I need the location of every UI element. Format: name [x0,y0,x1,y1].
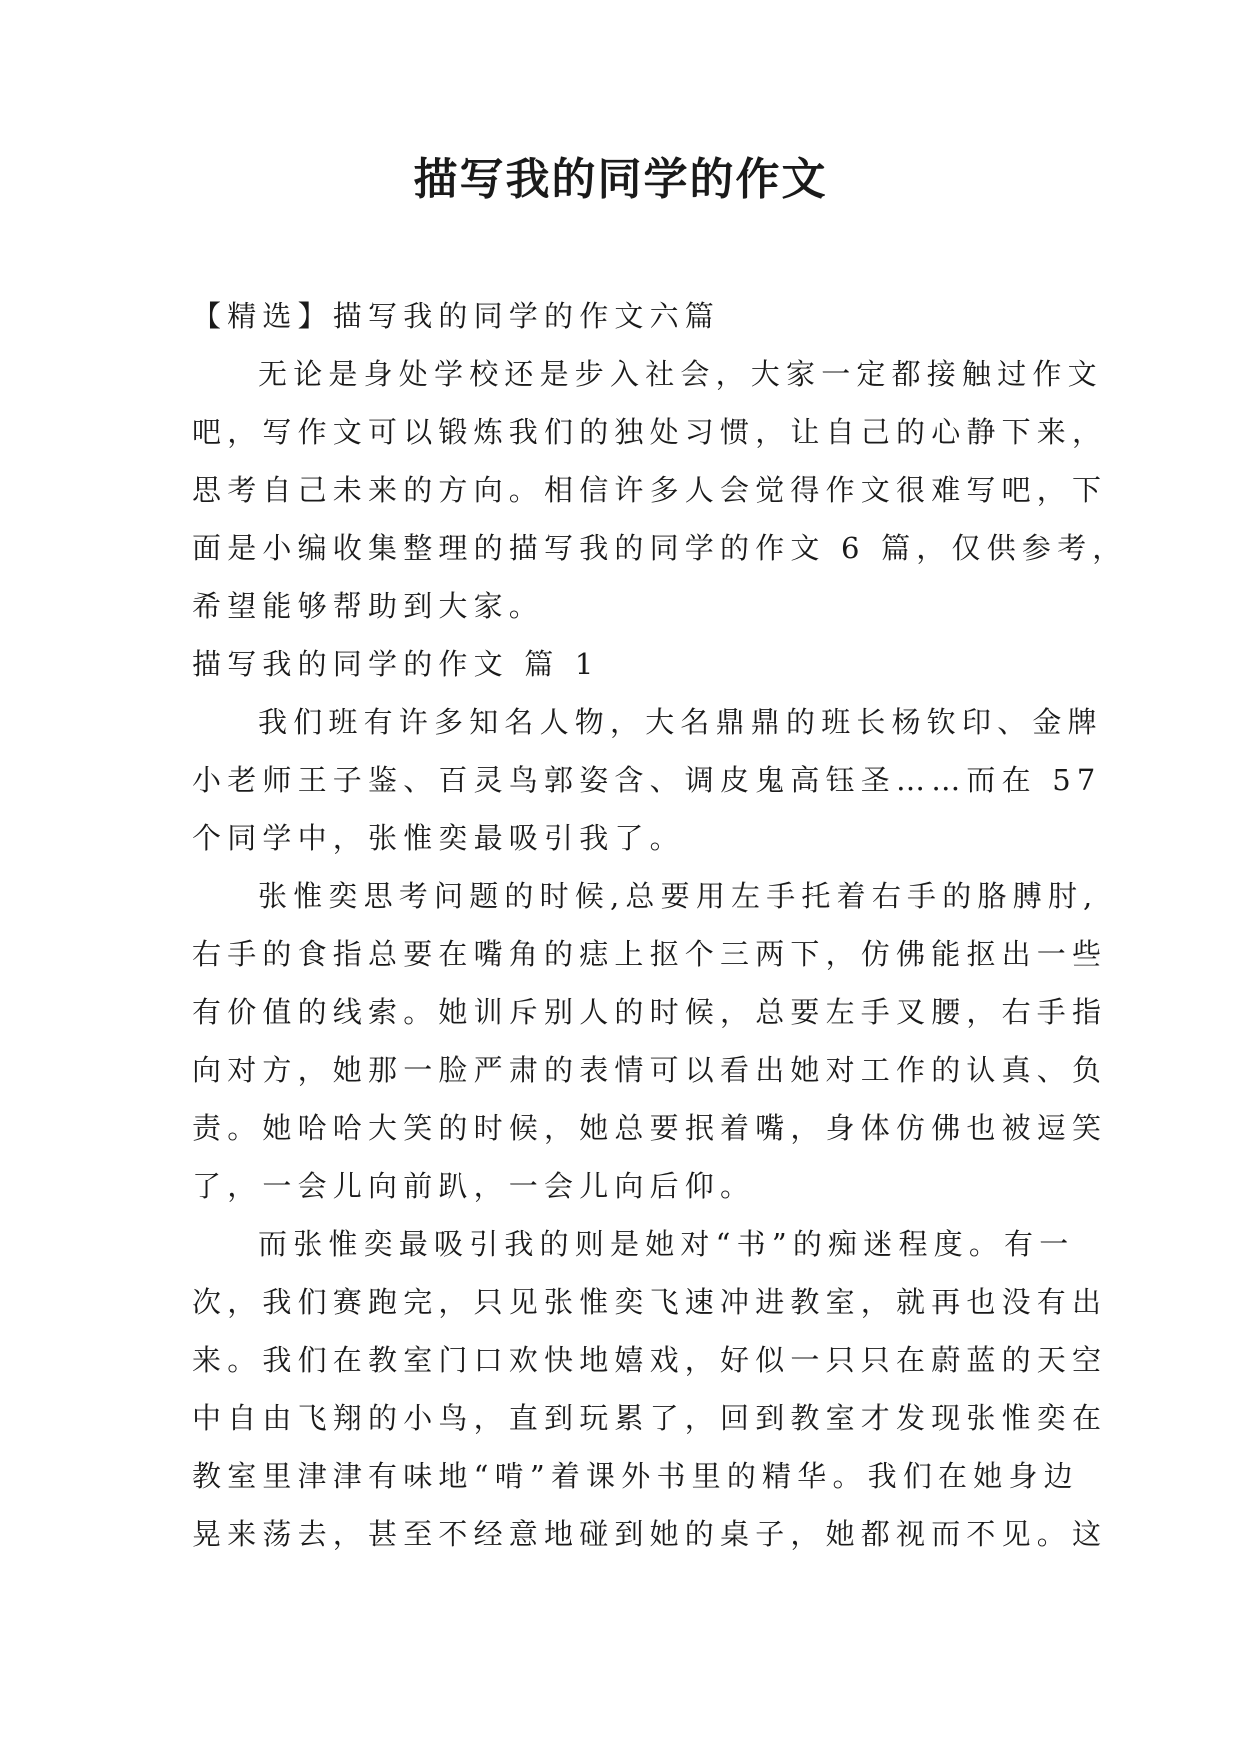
paragraph-line: 了，一会儿向前趴，一会儿向后仰。 [192,1169,756,1203]
paragraph-line: 小老师王子鉴、百灵鸟郭姿含、调皮鬼高钰圣……而在 57 [192,763,1102,797]
document-body [192,287,1128,1563]
paragraph-line: 右手的食指总要在嘴角的痣上抠个三两下，仿佛能抠出一些 [192,937,1108,971]
paragraph-line: 向对方，她那一脸严肃的表情可以看出她对工作的认真、负 [192,1053,1108,1087]
paragraph-line: 责。她哈哈大笑的时候，她总要抿着嘴，身体仿佛也被逗笑 [192,1111,1108,1145]
paragraph-line: 张惟奕思考问题的时候,总要用左手托着右手的胳膊肘, [258,879,1099,913]
paragraph-line: 教室里津津有味地“啃”着课外书里的精华。我们在她身边 [192,1459,1079,1493]
paragraph-line: 次，我们赛跑完，只见张惟奕飞速冲进教室，就再也没有出 [192,1285,1108,1319]
paragraph-line: 晃来荡去，甚至不经意地碰到她的桌子，她都视而不见。这 [192,1517,1108,1551]
paragraph-line: 而张惟奕最吸引我的则是她对“书”的痴迷程度。有一 [258,1227,1075,1261]
paragraph-line: 思考自己未来的方向。相信许多人会觉得作文很难写吧，下 [192,473,1108,507]
paragraph-line: 无论是身处学校还是步入社会，大家一定都接触过作文 [258,357,1103,391]
paragraph-line: 吧，写作文可以锻炼我们的独处习惯，让自己的心静下来， [192,415,1108,449]
paragraph-line: 有价值的线索。她训斥别人的时候，总要左手叉腰，右手指 [192,995,1108,1029]
paragraph-line: 面是小编收集整理的描写我的同学的作文 6 篇，仅供参考， [192,531,1128,565]
paragraph-line: 中自由飞翔的小鸟，直到玩累了，回到教室才发现张惟奕在 [192,1401,1108,1435]
document-title: 描写我的同学的作文 [413,154,828,205]
section-heading: 描写我的同学的作文 篇 1 [192,647,600,681]
subtitle-line: 【精选】描写我的同学的作文六篇 [192,299,721,333]
paragraph-line: 希望能够帮助到大家。 [192,589,545,623]
paragraph-line: 我们班有许多知名人物，大名鼎鼎的班长杨钦印、金牌 [258,705,1103,739]
paragraph-line: 来。我们在教室门口欢快地嬉戏，好似一只只在蔚蓝的天空 [192,1343,1108,1377]
paragraph-line: 个同学中，张惟奕最吸引我了。 [192,821,685,855]
